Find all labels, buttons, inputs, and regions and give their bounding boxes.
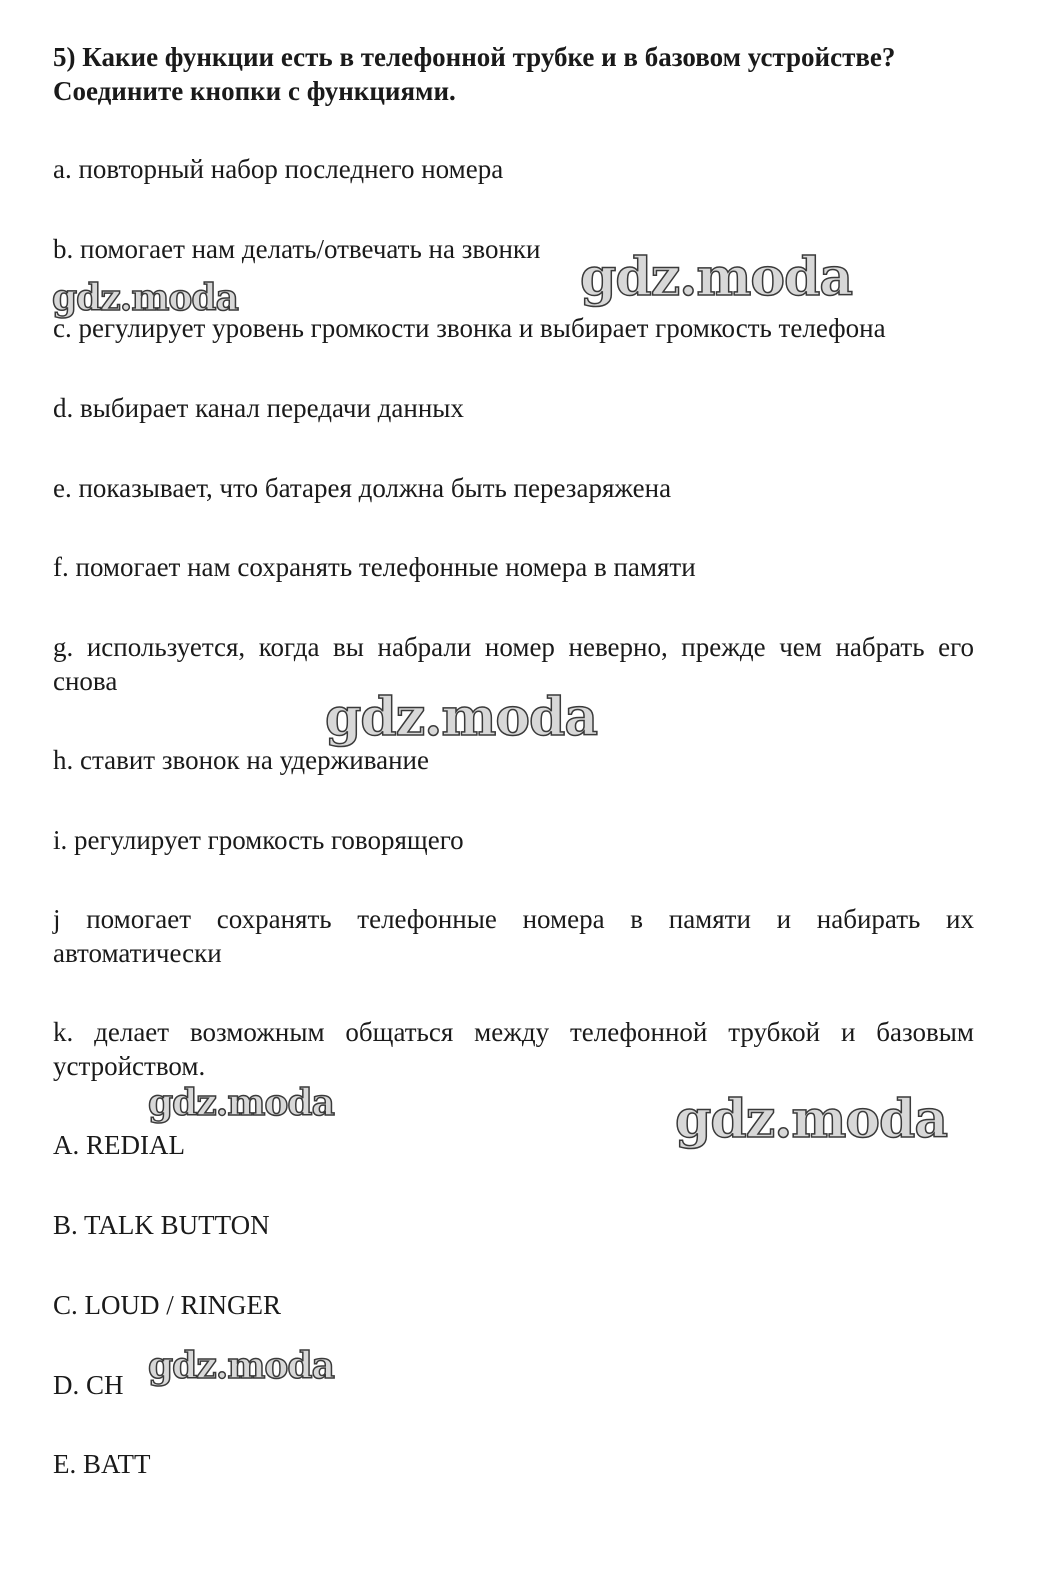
function-item-e: e. показывает, что батарея должна быть перезаряжена xyxy=(53,473,672,503)
function-item-f: f. помогает нам сохранять телефонные номера в памяти xyxy=(53,552,696,582)
function-item-d: d. выбирает канал передачи данных xyxy=(53,393,464,423)
function-item-a: a. повторный набор последнего номера xyxy=(53,154,504,184)
function-item-g: g. используется, когда вы набрали номер неверно, прежде чем набрать его снова xyxy=(53,632,974,696)
function-item-j: j помогает сохранять телефонные номера в памяти и набирать их автоматически xyxy=(53,904,974,968)
question-title-line-1: 5) Какие функции есть в телефонной трубке и в базовом устройстве? xyxy=(53,42,896,72)
watermark-logo: gdz.moda xyxy=(52,277,238,319)
question-title xyxy=(53,40,983,108)
question-title-line-2: Соедините кнопки с функциями. xyxy=(53,76,456,106)
function-item-k: k. делает возможным общаться между телефонной трубкой и базовым устройством. xyxy=(53,1017,974,1081)
button-item-b: B. TALK BUTTON xyxy=(53,1210,270,1240)
watermark-logo: gdz.moda xyxy=(325,687,598,748)
watermark-logo: gdz.moda xyxy=(580,247,853,308)
button-item-c: C. LOUD / RINGER xyxy=(53,1290,281,1320)
function-item-b: b. помогает нам делать/отвечать на звонки xyxy=(53,234,541,264)
function-item-c: c. регулирует уровень громкости звонка и выбирает громкость телефона xyxy=(53,313,886,343)
watermark-logo: gdz.moda xyxy=(675,1089,948,1150)
watermark-logo: gdz.moda xyxy=(148,1345,334,1387)
button-item-d: D. CH xyxy=(53,1370,124,1400)
button-item-e: E. BATT xyxy=(53,1449,151,1479)
watermark-logo: gdz.moda xyxy=(148,1082,334,1124)
function-item-i: i. регулирует громкость говорящего xyxy=(53,825,464,855)
function-item-h: h. ставит звонок на удерживание xyxy=(53,745,429,775)
button-item-a: A. REDIAL xyxy=(53,1130,185,1160)
